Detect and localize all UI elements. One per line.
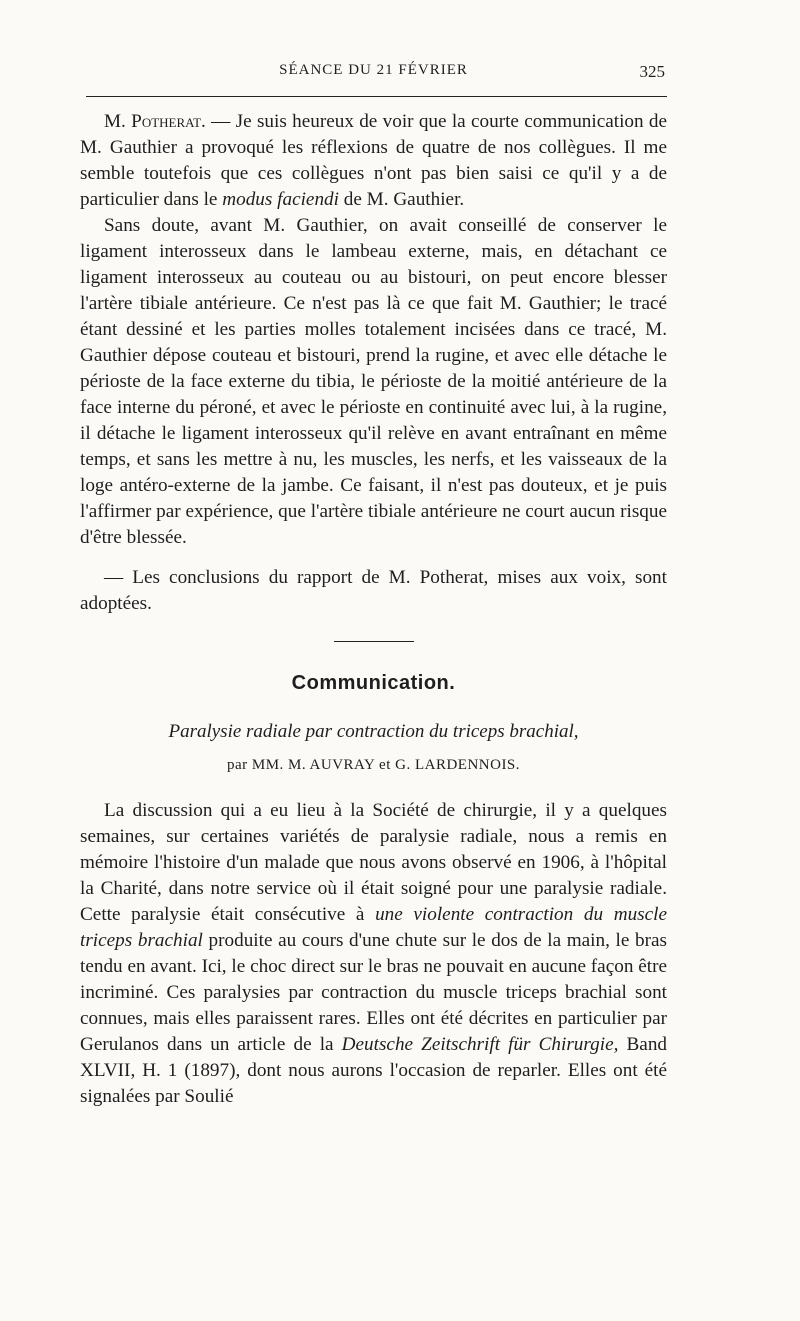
running-header bbox=[80, 58, 667, 88]
header-rule bbox=[86, 96, 667, 97]
article-authors: par MM. M. AUVRAY et G. LARDENNOIS. bbox=[226, 757, 521, 773]
section-heading: Communication. bbox=[291, 672, 456, 694]
conclusion-paragraph: — Les conclusions du rapport de M. Potherat, mises aux voix, sont adoptées. bbox=[80, 567, 667, 614]
article-text-3: Band XLVII, H. 1 (1897), dont nous aurons l'occasion de reparler. Elles ont été signalées par Soulié bbox=[80, 1034, 668, 1107]
latin-phrase: modus faciendi bbox=[222, 189, 339, 210]
discussion-paragraph-2: Sans doute, avant M. Gauthier, on avait conseillé de conserver le ligament interosseux dans le lambeau externe, mais, en détachant ce ligament interosseux au couteau ou au bistouri, on peut encore blesser l'artère tibiale antérieure. Ce n'est pas là ce que fait M. Gauthier; le tracé étant dessiné et les parties molles totalement incisées dans ce tracé, M. Gauthier dépose couteau et bistouri, prend la rugine, et avec elle détache le périoste de la face externe du tibia, le périoste de la moitié antérieure de la face interne du péroné, et avec le périoste en continuité avec lui, à la rugine, il détache le ligament interosseux qu'il relève en avant entraînant en même temps, et sans les mettre à nu, les muscles, les nerfs, et les vaisseaux de la loge antéro-externe de la jambe. Ce faisant, il n'est pas douteux, et je puis l'affirmer par expérience, que l'artère tibiale antérieure ne court aucun risque d'être blessée. bbox=[80, 215, 667, 548]
running-title: SÉANCE DU 21 FÉVRIER bbox=[279, 62, 468, 78]
discussion-text-1-end: de M. Gauthier. bbox=[343, 189, 465, 210]
article-body-paragraph bbox=[80, 798, 667, 1110]
section-separator bbox=[334, 641, 414, 642]
discussion-paragraph-1 bbox=[80, 109, 667, 213]
speaker-name: M. Potherat. bbox=[104, 111, 206, 132]
article-text-1: La discussion qui a eu lieu à la Société de chirurgie, il y a quelques semaines, sur certaines variétés de paralysie radiale, nous a remis en mémoire l'histoire d'un malade que nous avons observé en 1906, à l'hôpital la Charité, dans notre service où il était soigné pour une paralysie radiale. Cette paralysie était consécutive à bbox=[80, 800, 667, 925]
article-text-2: produite au cours d'une chute sur le dos de la main, le bras tendu en avant. Ici, le choc direct sur le bras ne pouvait en aucune façon être incriminé. Ces paralysies par contraction du muscle triceps brachial sont connues, mais elles paraissent rares. Elles ont été décrites en particulier par Gerulanos dans un article de la bbox=[80, 930, 667, 1055]
article-title: Paralysie radiale par contraction du triceps brachial, bbox=[168, 721, 579, 742]
journal-title: Deutsche Zeitschrift für Chirurgie, bbox=[341, 1034, 619, 1055]
article-italic-1: une violente contraction du muscle triceps brachial bbox=[80, 904, 667, 951]
discussion-text-1: — Je suis heureux de voir que la courte communication de M. Gauthier a provoqué les réflexions de quatre de nos collègues. Il me semble toutefois que ces collègues n'ont pas bien saisi ce qu'il y a de particulier dans le bbox=[80, 111, 668, 210]
document-page bbox=[80, 58, 667, 1110]
page-number: 325 bbox=[639, 62, 665, 81]
